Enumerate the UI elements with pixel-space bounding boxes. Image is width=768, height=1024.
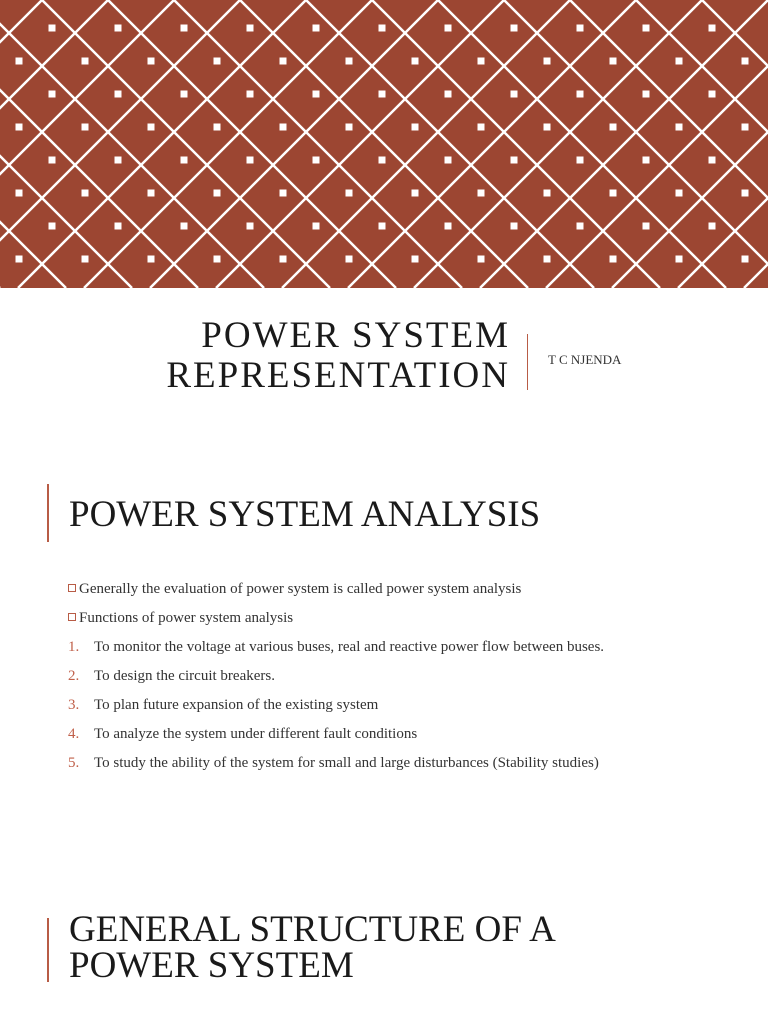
lattice-dot [115, 25, 122, 32]
lattice-dot [544, 256, 551, 263]
lattice-dot [577, 91, 584, 98]
lattice-dot [709, 157, 716, 164]
lattice-dot [82, 256, 89, 263]
lattice-dot [676, 190, 683, 197]
title-divider [527, 334, 528, 390]
numbered-item [68, 636, 758, 665]
lattice-dot [511, 25, 518, 32]
structure-heading-line-2: POWER SYSTEM [69, 945, 354, 986]
lattice-dot [313, 223, 320, 230]
lattice-dot [478, 58, 485, 65]
lattice-dot [181, 25, 188, 32]
lattice-dot [610, 190, 617, 197]
lattice-dot [742, 256, 749, 263]
accent-bar [47, 918, 49, 982]
numbered-item [68, 665, 758, 694]
lattice-dot [577, 157, 584, 164]
lattice-dot [478, 190, 485, 197]
lattice-dot [511, 157, 518, 164]
lattice-dot [115, 157, 122, 164]
square-bullet-icon [68, 584, 76, 592]
lattice-dot [346, 256, 353, 263]
lattice-dot [412, 58, 419, 65]
lattice-dot [214, 190, 221, 197]
lattice-dot [379, 91, 386, 98]
lattice-dot [16, 124, 23, 131]
bullet-item [68, 578, 758, 607]
lattice-dot [643, 91, 650, 98]
lattice-dot [346, 190, 353, 197]
lattice-dot [577, 223, 584, 230]
lattice-dot [742, 58, 749, 65]
lattice-dot [181, 91, 188, 98]
square-bullet-icon [68, 613, 76, 621]
lattice-dot [445, 223, 452, 230]
lattice-dot [214, 124, 221, 131]
lattice-dot [577, 25, 584, 32]
lattice-dot [544, 124, 551, 131]
lattice-dot [610, 58, 617, 65]
title-line-1: POWER SYSTEM [201, 315, 510, 356]
lattice-dot [478, 124, 485, 131]
item-text: To monitor the voltage at various buses, real and reactive power flow between buses. [94, 639, 605, 655]
item-number: 3. [68, 697, 80, 713]
lattice-dot [379, 25, 386, 32]
item-number: 1. [68, 639, 80, 655]
lattice-dot [82, 58, 89, 65]
lattice-dot [49, 25, 56, 32]
lattice-dot [82, 190, 89, 197]
presentation-title [166, 316, 510, 396]
numbered-item [68, 752, 758, 781]
title-block [0, 312, 768, 402]
lattice-dot [49, 91, 56, 98]
decorative-banner [0, 0, 768, 288]
lattice-dot [643, 223, 650, 230]
lattice-dot [511, 223, 518, 230]
item-number: 4. [68, 726, 80, 742]
structure-heading-line-1: GENERAL STRUCTURE OF A [69, 909, 556, 950]
lattice-dot [115, 223, 122, 230]
lattice-dot [214, 256, 221, 263]
lattice-dot [148, 58, 155, 65]
lattice-dot [346, 58, 353, 65]
lattice-dot [412, 124, 419, 131]
lattice-dot [379, 223, 386, 230]
lattice-dot [148, 124, 155, 131]
lattice-dot [478, 256, 485, 263]
bullet-text: Generally the evaluation of power system is called power system analysis [79, 581, 522, 597]
bullet-text: Functions of power system analysis [79, 610, 294, 626]
lattice-dot [379, 157, 386, 164]
lattice-dot [412, 256, 419, 263]
lattice-dot [280, 58, 287, 65]
title-line-2: REPRESENTATION [166, 355, 510, 396]
lattice-dot [16, 58, 23, 65]
lattice-dot [676, 58, 683, 65]
lattice-dot [49, 157, 56, 164]
lattice-dot [82, 124, 89, 131]
lattice-dot [676, 124, 683, 131]
lattice-dot [247, 91, 254, 98]
lattice-dot [742, 190, 749, 197]
lattice-dot [610, 124, 617, 131]
lattice-dot [544, 58, 551, 65]
lattice-dot [214, 58, 221, 65]
item-text: To plan future expansion of the existing system [94, 697, 379, 713]
lattice-dot [313, 25, 320, 32]
lattice-dot [16, 256, 23, 263]
analysis-heading: POWER SYSTEM ANALYSIS [69, 494, 541, 535]
lattice-dot [115, 91, 122, 98]
lattice-dot [445, 25, 452, 32]
item-text: To study the ability of the system for small and large disturbances (Stability studies) [94, 755, 599, 771]
numbered-item [68, 694, 758, 723]
lattice-dot [181, 223, 188, 230]
lattice-dot [709, 25, 716, 32]
lattice-dot [346, 124, 353, 131]
lattice-dot [247, 25, 254, 32]
item-text: To analyze the system under different fault conditions [94, 726, 418, 742]
lattice-dot [247, 157, 254, 164]
author-name: T C NJENDA [548, 352, 622, 367]
lattice-dot [643, 25, 650, 32]
accent-bar [47, 484, 49, 542]
numbered-item [68, 723, 758, 752]
item-text: To design the circuit breakers. [94, 668, 275, 684]
lattice-pattern [0, 0, 768, 288]
lattice-dot [544, 190, 551, 197]
lattice-dot [49, 223, 56, 230]
lattice-dot [412, 190, 419, 197]
lattice-dot [709, 223, 716, 230]
analysis-content [68, 578, 758, 781]
item-number: 2. [68, 668, 80, 684]
lattice-dot [181, 157, 188, 164]
lattice-dot [313, 91, 320, 98]
lattice-dot [445, 91, 452, 98]
lattice-dot [610, 256, 617, 263]
lattice-dot [511, 91, 518, 98]
structure-heading [69, 909, 556, 986]
item-number: 5. [68, 755, 80, 771]
lattice-dot [280, 190, 287, 197]
lattice-dot [643, 157, 650, 164]
lattice-dot [280, 124, 287, 131]
lattice-dot [247, 223, 254, 230]
bullet-item [68, 607, 758, 636]
lattice-dot [676, 256, 683, 263]
lattice-dot [148, 256, 155, 263]
lattice-dot [16, 190, 23, 197]
lattice-dot [148, 190, 155, 197]
lattice-dot [445, 157, 452, 164]
lattice-dot [742, 124, 749, 131]
lattice-dot [313, 157, 320, 164]
lattice-dot [280, 256, 287, 263]
lattice-dot [709, 91, 716, 98]
